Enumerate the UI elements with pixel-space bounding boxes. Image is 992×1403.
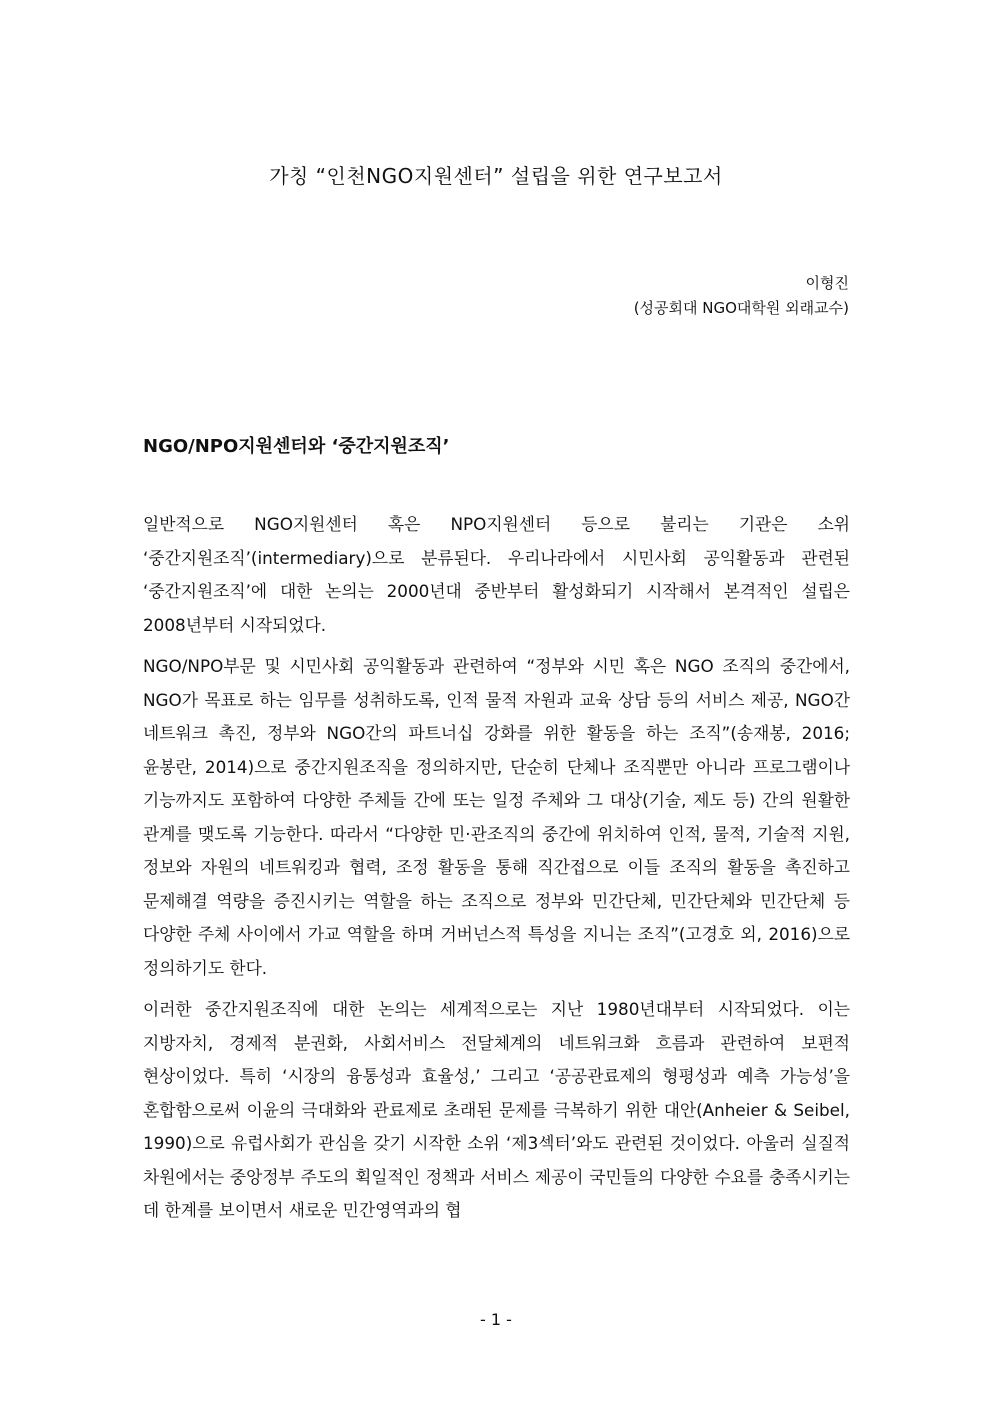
paragraph-3: 이러한 중간지원조직에 대한 논의는 세계적으로는 지난 1980년대부터 시작되었다. 이는 지방자치, 경제적 분권화, 사회서비스 전달체계의 네트워크화 흐름과 관련하여 보편적 현상이었다. 특히 ‘시장의 융통성과 효율성,’ 그리고 ‘공공관료제의 형평성과 예측 가능성’을 혼합함으로써 이윤의 극대화와 관료제로 초래된 문제를 극복하기 위한 대안(Anheier & Seibel, 1990)으로 유럽사회가 관심을 갖기 시작한 소위 ‘제3섹터’와도 관련된 것이었다. 아울러 실질적 차원에서는 중앙정부 주도의 획일적인 정책과 서비스 제공이 국민들의 다양한 수요를 충족시키는 데 한계를 보이면서 새로운 민간영역과의 협 xyxy=(143,999,850,1220)
body-text xyxy=(143,508,850,1236)
author-name: 이형진 xyxy=(805,274,849,292)
paragraph-1: 일반적으로 NGO지원센터 혹은 NPO지원센터 등으로 불리는 기관은 소위 ‘중간지원조직’(intermediary)으로 분류된다. 우리나라에서 시민사회 공익활동과 관련된 ‘중간지원조직’에 대한 논의는 2000년대 중반부터 활성화되기 시작해서 본격적인 설립은 2008년부터 시작되었다. xyxy=(143,514,850,635)
author-affiliation: (성공회대 NGO대학원 외래교수) xyxy=(633,299,849,317)
section-heading: NGO/NPO지원센터와 ‘중간지원조직’ xyxy=(143,436,450,457)
page-number: - 1 - xyxy=(480,1310,512,1329)
author-block xyxy=(634,271,849,321)
paragraph-2: NGO/NPO부문 및 시민사회 공익활동과 관련하여 “정부와 시민 혹은 NGO 조직의 중간에서, NGO가 목표로 하는 임무를 성취하도록, 인적 물적 자원과 교육 상담 등의 서비스 제공, NGO간 네트워크 촉진, 정부와 NGO간의 파트너십 강화를 위한 활동을 하는 조직”(송재봉, 2016; 윤봉란, 2014)으로 중간지원조직을 정의하지만, 단순히 단체나 조직뿐만 아니라 프로그램이나 기능까지도 포함하여 다양한 주체들 간에 또는 일정 주체와 그 대상(기술, 제도 등) 간의 원활한 관계를 맺도록 기능한다. 따라서 “다양한 민·관조직의 중간에 위치하여 인적, 물적, 기술적 지원, 정보와 자원의 네트워킹과 협력, 조정 활동을 통해 직간접으로 이들 조직의 활동을 촉진하고 문제해결 역량을 증진시키는 역할을 하는 조직으로 정부와 민간단체, 민간단체와 민간단체 등 다양한 주체 사이에서 가교 역할을 하며 거버넌스적 특성을 지니는 조직”(고경호 외, 2016)으로 정의하기도 한다. xyxy=(143,656,850,978)
document-title: 가칭 “인천NGO지원센터” 설립을 위한 연구보고서 xyxy=(269,164,723,188)
